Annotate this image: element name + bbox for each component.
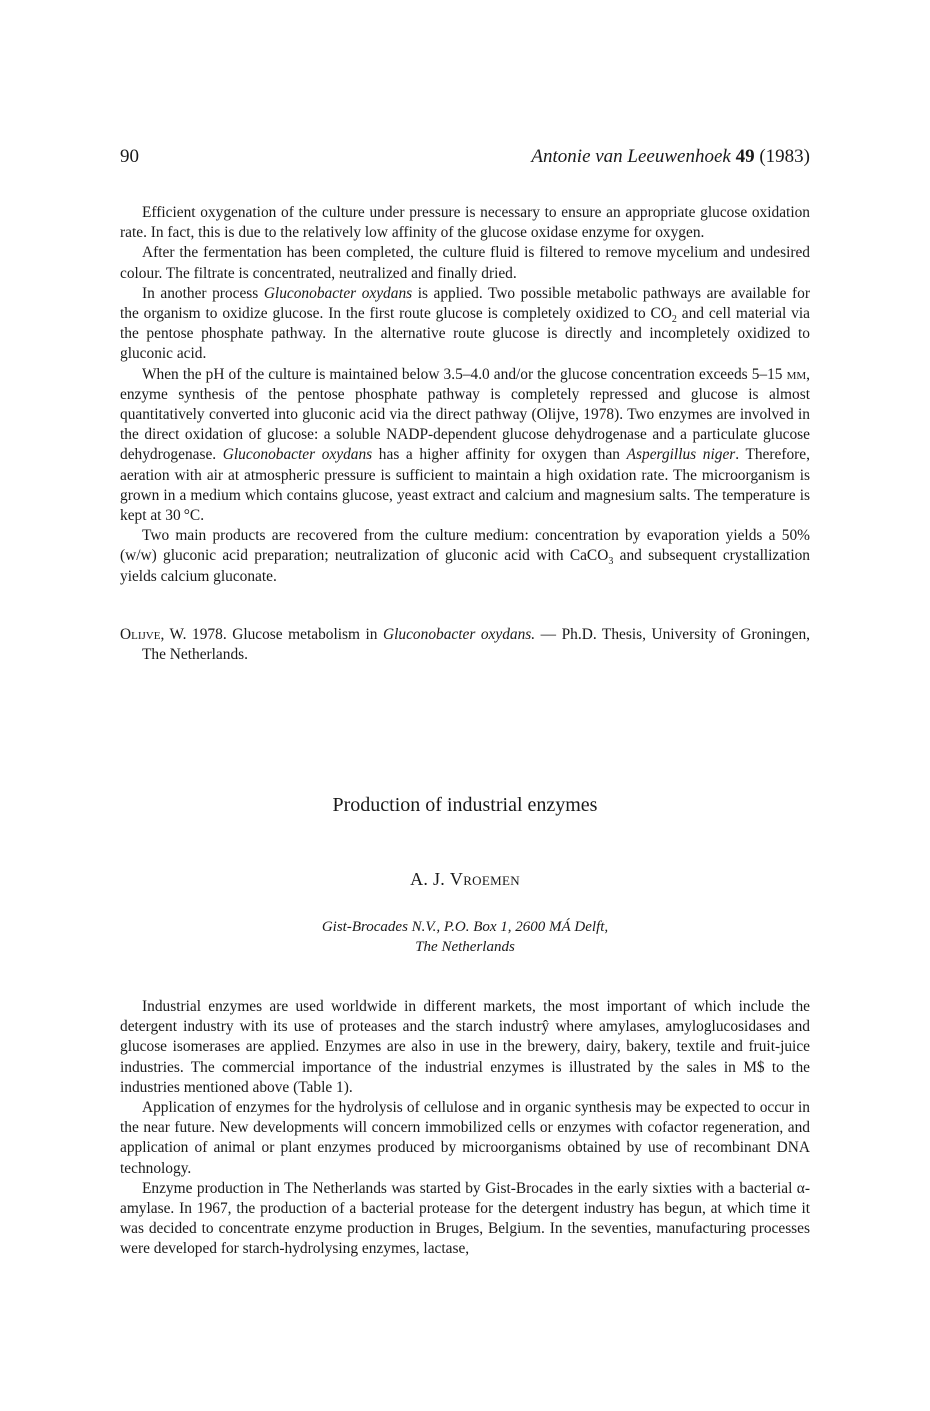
text-run: has a higher affinity for oxygen than bbox=[372, 446, 627, 464]
author-affiliation bbox=[0, 917, 930, 957]
organism-name: Gluconobacter oxydans bbox=[222, 446, 373, 464]
journal-name: Antonie van Leeuwenhoek bbox=[531, 146, 731, 167]
reference-author: Olijve bbox=[120, 626, 161, 643]
subscript: 2 bbox=[671, 314, 677, 326]
text-run: When the pH of the culture is maintained below 3.5–4.0 and/or the glucose concentration exceeds 5–15 bbox=[142, 365, 787, 383]
paragraph bbox=[120, 284, 810, 365]
text-run: and subsequent crystallization yields calcium gluconate. bbox=[120, 547, 810, 585]
previous-article-text bbox=[120, 203, 810, 587]
paragraph: Efficient oxygenation of the culture under pressure is necessary to ensure an appropriate glucose oxidation rate. In fact, this is due to the relatively low affinity of the glucose oxidase enzyme for oxygen. bbox=[120, 204, 810, 242]
author-surname: Vroemen bbox=[449, 869, 520, 889]
running-header bbox=[120, 146, 810, 176]
affiliation-line: Gist-Brocades N.V., P.O. Box 1, 2600 MÁ Delft, bbox=[321, 919, 609, 935]
paragraph bbox=[120, 365, 810, 527]
text-run: and cell material via the pentose phosphate pathway. In the alternative route glucose is directly and incompletely oxidized to gluconic acid. bbox=[120, 305, 810, 363]
article-body bbox=[120, 997, 810, 1260]
author-initials: A. J. bbox=[410, 869, 450, 889]
affiliation-line: The Netherlands bbox=[415, 939, 515, 955]
text-run: , enzyme synthesis of the pentose phosphate pathway is completely repressed and glucose is almost quantitatively converted into gluconic acid via the direct pathway (Olijve, 1978). Two enzymes are involved in the direct oxidation of glucose: a soluble NADP-dependent glucose dehydrogenase and a particulate glucose dehydrogenase. bbox=[120, 365, 810, 464]
paragraph: After the fermentation has been completed, the culture fluid is filtered to remove mycelium and undesired colour. The filtrate is concentrated, neutralized and finally dried. bbox=[120, 244, 810, 282]
text-run: — Ph.D. Thesis, University of Groningen, The Netherlands. bbox=[142, 626, 811, 664]
text-run: , W. 1978. Glucose metabolism in bbox=[160, 626, 384, 643]
paragraph bbox=[120, 526, 810, 587]
article-author bbox=[0, 869, 930, 890]
paragraph: Industrial enzymes are used worldwide in different markets, the most important of which include the detergent industry with its use of proteases and the starch industrŷ where amylases, amyloglucosidases and glucose isomerases are applied. Enzymes are also in use in the brewery, dairy, bakery, textile and fruit-juice industries. The commercial importance of the industrial enzymes is illustrated by the sales in M$ to the industries mentioned above (Table 1). bbox=[120, 998, 810, 1096]
journal-citation bbox=[531, 146, 810, 168]
reference-entry bbox=[120, 625, 810, 665]
organism-name: Aspergillus niger bbox=[626, 446, 736, 464]
text-run: Two main products are recovered from the culture medium: concentration by evaporation yields a 50% (w/w) gluconic acid preparation; neutralization of gluconic acid with CaCO bbox=[120, 527, 810, 565]
journal-year: (1983) bbox=[759, 146, 810, 167]
text-run: . Therefore, aeration with air at atmospheric pressure is sufficient to maintain a high oxidation rate. The microorganism is grown in a medium which contains glucose, yeast extract and calcium and magnesium salts. The temperature is kept at 30 °C. bbox=[120, 446, 810, 525]
journal-volume: 49 bbox=[735, 146, 755, 167]
text-run: is applied. Two possible metabolic pathways are available for the organism to oxidize glucose. In the first route glucose is completely oxidized to CO bbox=[120, 284, 811, 323]
subscript: 3 bbox=[608, 556, 614, 568]
text-run: In another process bbox=[142, 284, 264, 302]
paragraph: Application of enzymes for the hydrolysis of cellulose and in organic synthesis may be expected to occur in the near future. New developments will concern immobilized cells or enzymes with cofactor regeneration, and application of animal or plant enzymes produced by microorganisms obtained by use of recombinant DNA technology. bbox=[120, 1099, 810, 1177]
organism-name: Gluconobacter oxydans bbox=[263, 284, 413, 302]
paragraph: Enzyme production in The Netherlands was started by Gist-Brocades in the early sixties with a bacterial α-amylase. In 1967, the production of a bacterial protease for the detergent industry has begun, at which time it was decided to concentrate enzyme production in Bruges, Belgium. In the seventies, manufacturing processes were developed for starch-hydrolysing enzymes, lactase, bbox=[120, 1179, 810, 1258]
unit: mm bbox=[786, 365, 807, 383]
organism-name: Gluconobacter oxydans. bbox=[383, 626, 536, 643]
article-title: Production of industrial enzymes bbox=[332, 794, 598, 816]
page-number: 90 bbox=[120, 146, 139, 167]
